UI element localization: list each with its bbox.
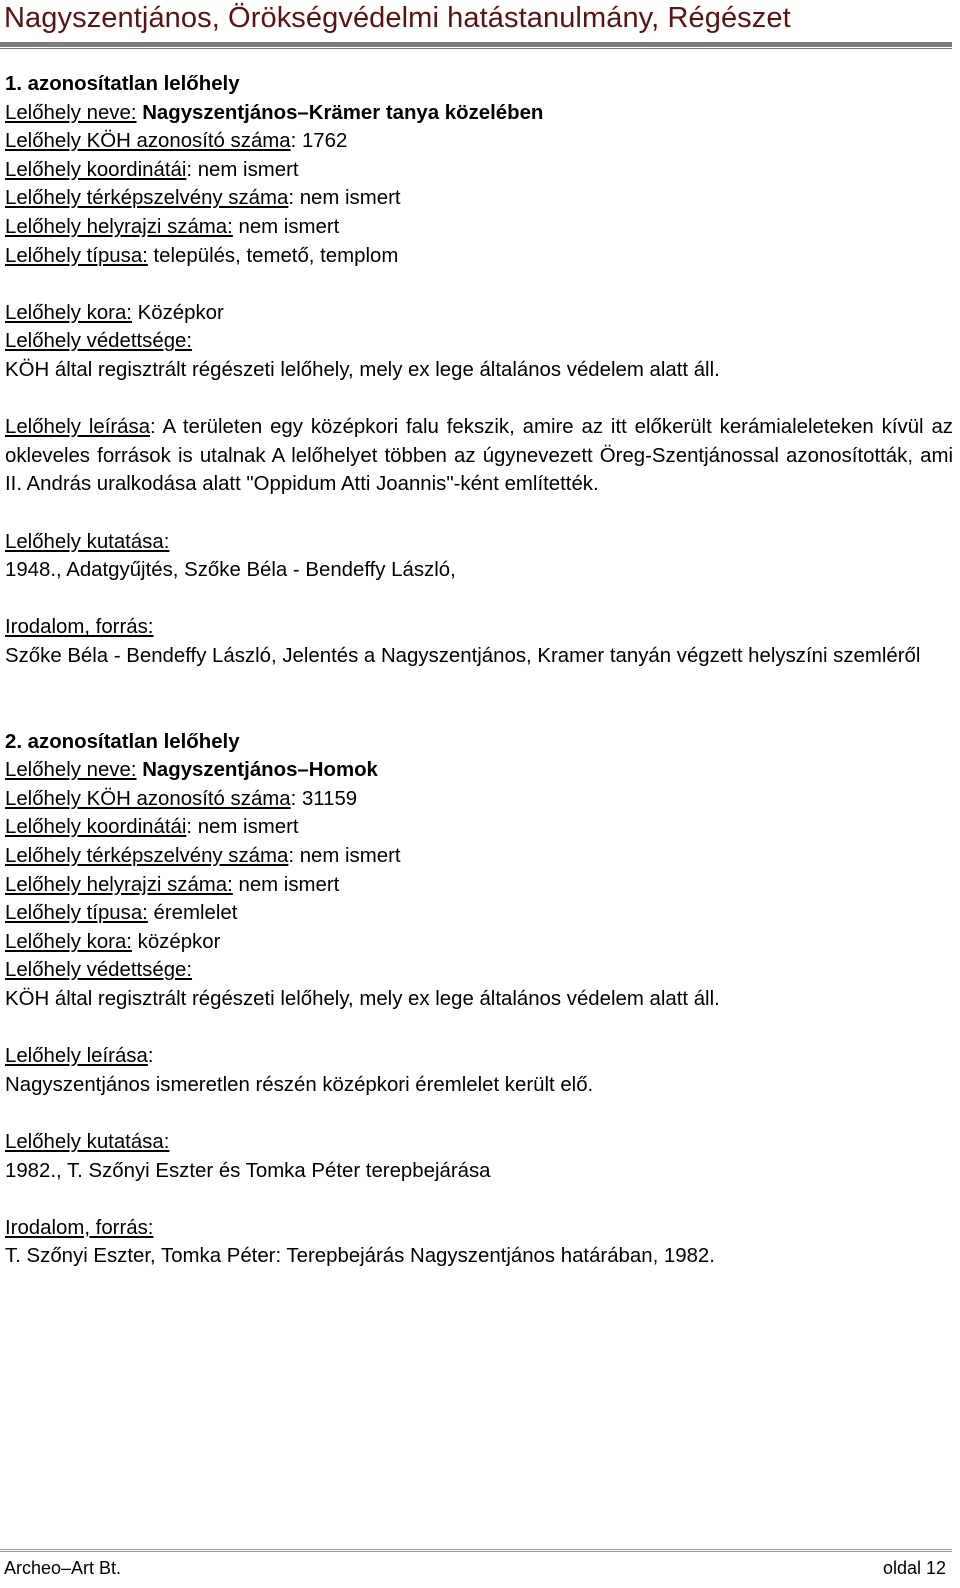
site-1-hrsz-label: Lelőhely helyrajzi száma:	[5, 215, 233, 238]
site-1-literature-label: Irodalom, forrás:	[5, 616, 154, 639]
site-1-type-value: település, temető, templom	[147, 244, 399, 267]
spacer	[5, 699, 953, 728]
spacer	[5, 270, 953, 299]
site-1-name-row	[5, 99, 953, 128]
spacer	[5, 499, 953, 528]
spacer	[5, 1099, 953, 1128]
site-2-coord-value: : nem ismert	[186, 816, 299, 839]
site-1-desc-value: : A területen egy középkori falu fekszik, amire az itt előkerült kerámialeleteken kívül az okleveles források is utalnak A lelőhelyet többen az úgynevezett Öreg-Szentjánossal azonosították, ami II. András uralkodása alatt "Oppidum Atti Joannis"-ként említették.	[5, 416, 953, 496]
site-2-map-label: Lelőhely térképszelvény száma	[5, 845, 289, 868]
spacer	[5, 1185, 953, 1214]
site-1-heading: 1. azonosítatlan lelőhely	[5, 73, 240, 95]
header-divider	[0, 42, 952, 49]
site-2-research-label: Lelőhely kutatása:	[5, 1130, 170, 1153]
footer-divider	[0, 1549, 952, 1552]
site-2-hrsz-value: nem ismert	[232, 873, 340, 896]
site-2-type-value: éremlelet	[147, 902, 238, 925]
site-2-koh-row	[5, 785, 953, 814]
site-2-hrsz-row	[5, 871, 953, 900]
site-1-protect-label: Lelőhely védettsége:	[5, 330, 193, 353]
site-2-name-value: Nagyszentjános–Homok	[142, 759, 378, 782]
site-2-protect-label: Lelőhely védettsége:	[5, 959, 193, 982]
site-1-literature-value: Szőke Béla - Bendeffy László, Jelentés a Nagyszentjános, Kramer tanyán végzett helyszíni szemléről	[5, 644, 921, 667]
site-1-koh-value: : 1762	[290, 130, 348, 153]
site-2-desc-label: Lelőhely leírása	[5, 1045, 148, 1068]
spacer	[5, 1014, 953, 1043]
site-1-hrsz-row	[5, 213, 953, 242]
site-1-age-value: Középkor	[131, 301, 224, 324]
site-2-age-row	[5, 928, 953, 957]
site-1-description	[5, 413, 953, 499]
site-2-type-label: Lelőhely típusa:	[5, 902, 148, 925]
site-2-desc-row	[5, 1042, 953, 1071]
site-1-age-label: Lelőhely kora:	[5, 301, 132, 324]
site-1-koh-row	[5, 127, 953, 156]
site-2-protect-value: KÖH által regisztrált régészeti lelőhely, mely ex lege általános védelem alatt áll.	[5, 988, 720, 1010]
page-header-title: Nagyszentjános, Örökségvédelmi hatástanulmány, Régészet	[4, 2, 791, 34]
spacer	[5, 585, 953, 614]
site-1-age-row	[5, 299, 953, 328]
site-1-coord-value: : nem ismert	[186, 158, 299, 181]
site-2-map-value: : nem ismert	[288, 845, 401, 868]
site-1-map-label: Lelőhely térképszelvény száma	[5, 187, 289, 210]
site-2-hrsz-label: Lelőhely helyrajzi száma:	[5, 873, 233, 896]
footer-page-number: oldal 12	[882, 1558, 946, 1578]
site-2-desc-colon: :	[147, 1045, 154, 1068]
site-1-type-row	[5, 242, 953, 271]
site-1-type-label: Lelőhely típusa:	[5, 244, 148, 267]
site-1-research-value: 1948., Adatgyűjtés, Szőke Béla - Bendeffy László,	[5, 559, 456, 582]
site-2-koh-label: Lelőhely KÖH azonosító száma	[5, 787, 291, 810]
document-body	[5, 70, 953, 1271]
site-2-research-value: 1982., T. Szőnyi Eszter és Tomka Péter terepbejárása	[5, 1159, 491, 1182]
site-2-desc-text: Nagyszentjános ismeretlen részén középkori éremlelet került elő.	[5, 1073, 594, 1096]
site-2-age-value: középkor	[131, 930, 221, 953]
site-1-name-value: Nagyszentjános–Krämer tanya közelében	[142, 101, 544, 124]
site-1-coord-row	[5, 156, 953, 185]
site-2-koh-value: : 31159	[290, 787, 358, 810]
site-2-heading: 2. azonosítatlan lelőhely	[5, 730, 240, 753]
site-1-coord-label: Lelőhely koordinátái	[5, 158, 187, 181]
site-1-map-row	[5, 184, 953, 213]
site-2-coord-label: Lelőhely koordinátái	[5, 816, 187, 839]
site-2-name-label: Lelőhely neve:	[5, 759, 137, 782]
spacer	[5, 385, 953, 414]
spacer	[5, 670, 953, 699]
site-1-name-label: Lelőhely neve:	[5, 101, 137, 124]
site-2-literature-label: Irodalom, forrás:	[5, 1216, 154, 1239]
site-2-type-row	[5, 899, 953, 928]
site-1-map-value: : nem ismert	[288, 187, 401, 210]
site-1-protect-value: KÖH által regisztrált régészeti lelőhely, mely ex lege általános védelem alatt áll.	[5, 358, 720, 381]
site-1-koh-label: Lelőhely KÖH azonosító száma	[5, 130, 291, 153]
footer-company: Archeo–Art Bt.	[4, 1558, 122, 1578]
site-1-research-label: Lelőhely kutatása:	[5, 530, 170, 553]
site-2-age-label: Lelőhely kora:	[5, 930, 132, 953]
site-2-map-row	[5, 842, 953, 871]
site-1-desc-label: Lelőhely leírása	[5, 416, 151, 439]
site-2-literature-value: T. Szőnyi Eszter, Tomka Péter: Terepbejárás Nagyszentjános határában, 1982.	[5, 1245, 715, 1268]
site-1-hrsz-value: nem ismert	[232, 215, 340, 238]
site-2-name-row	[5, 756, 953, 785]
site-2-coord-row	[5, 813, 953, 842]
